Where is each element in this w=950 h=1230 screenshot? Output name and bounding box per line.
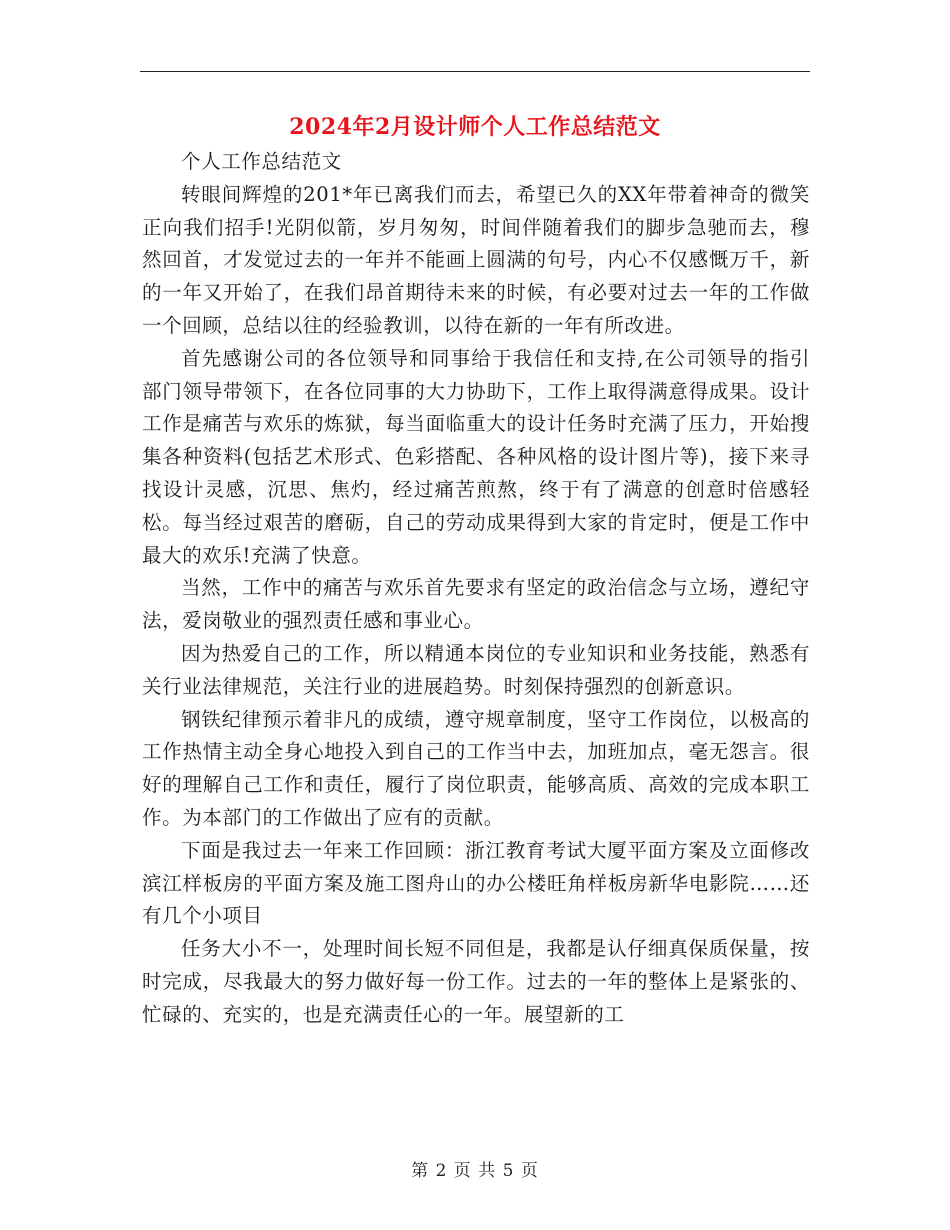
- page-number: 第 2 页 共 5 页: [411, 1161, 539, 1181]
- paragraph: 当然，工作中的痛苦与欢乐首先要求有坚定的政治信念与立场，遵纪守法，爱岗敬业的强烈责任感和事业心。: [142, 576, 810, 633]
- paragraph-subtitle: 个人工作总结范文: [181, 150, 342, 173]
- paragraph: 因为热爱自己的工作，所以精通本岗位的专业知识和业务技能，熟悉有关行业法律规范，关注行业的进展趋势。时刻保持强烈的创新意识。: [142, 641, 810, 698]
- page-footer: [0, 1156, 950, 1181]
- paragraph: 任务大小不一，处理时间长短不同但是，我都是认仔细真保质保量，按时完成，尽我最大的努力做好每一份工作。过去的一年的整体上是紧张的、忙碌的、充实的，也是充满责任心的一年。展望新的工: [142, 937, 810, 1026]
- paragraph: 首先感谢公司的各位领导和同事给于我信任和支持,在公司领导的指引部门领导带领下，在各位同事的大力协助下，工作上取得满意得成果。设计工作是痛苦与欢乐的炼狱，每当面临重大的设计任务时充满了压力，开始搜集各种资料(包括艺术形式、色彩搭配、各种风格的设计图片等)，接下来寻找设计灵感，沉思、焦灼，经过痛苦煎熬，终于有了满意的创意时倍感轻松。每当经过艰苦的磨砺，自己的劳动成果得到大家的肯定时，便是工作中最大的欢乐!充满了快意。: [142, 346, 810, 567]
- header-rule: [140, 71, 810, 72]
- paragraph: 转眼间辉煌的201*年已离我们而去，希望已久的XX年带着神奇的微笑正向我们招手!光阴似箭，岁月匆匆，时间伴随着我们的脚步急驰而去，穆然回首，才发觉过去的一年并不能画上圆满的句号，内心不仅感慨万千，新的一年又开始了，在我们昂首期待未来的时候，有必要对过去一年的工作做一个回顾，总结以往的经验教训，以待在新的一年有所改进。: [142, 182, 810, 337]
- paragraph: 下面是我过去一年来工作回顾：浙江教育考试大厦平面方案及立面修改滨江样板房的平面方案及施工图舟山的办公楼旺角样板房新华电影院……还有几个小项目: [142, 838, 810, 928]
- paragraph: 钢铁纪律预示着非凡的成绩，遵守规章制度，坚守工作岗位，以极高的工作热情主动全身心地投入到自己的工作当中去，加班加点，毫无怨言。很好的理解自己工作和责任，履行了岗位职责，能够高质、高效的完成本职工作。为本部门的工作做出了应有的贡献。: [142, 707, 810, 829]
- document-title: 2024年2月设计师个人工作总结范文: [289, 114, 661, 140]
- document-body: [142, 146, 810, 1032]
